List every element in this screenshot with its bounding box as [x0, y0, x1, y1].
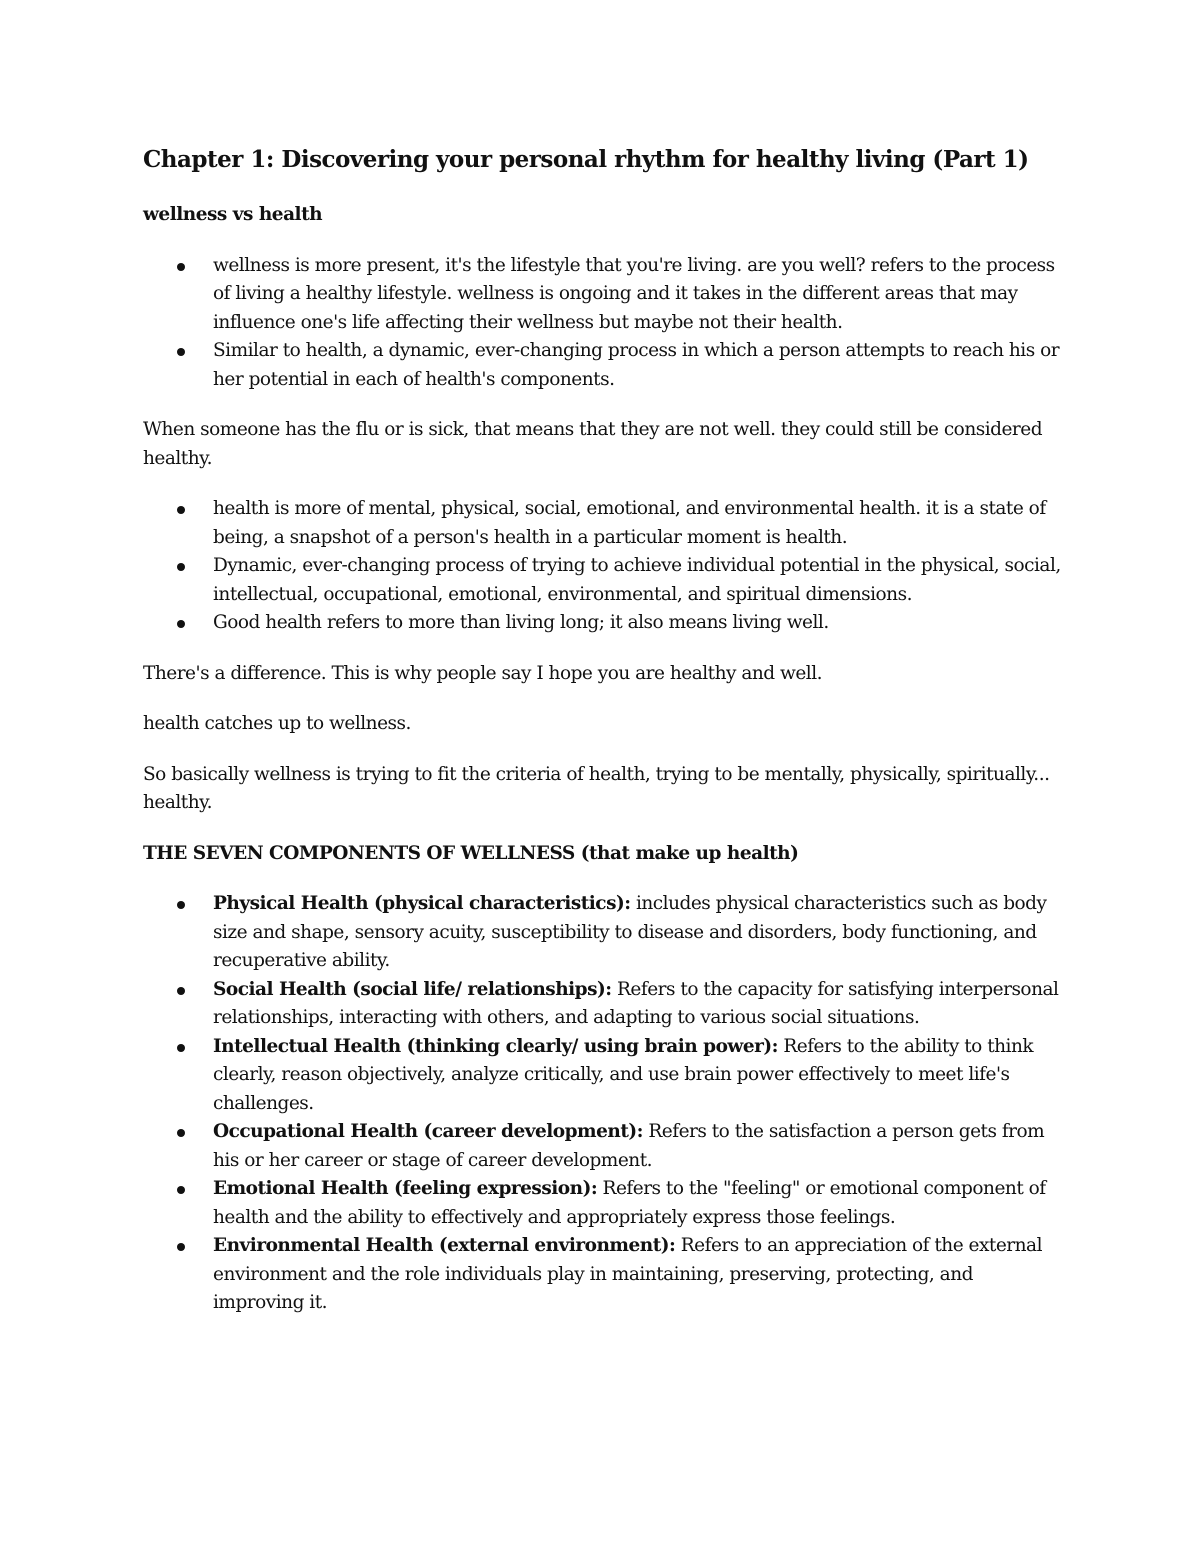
subheading-wellness-vs-health: wellness vs health	[143, 204, 323, 225]
component-term: Occupational Health (career development):	[213, 1121, 643, 1142]
list-item-text: wellness is more present, it's the lifestyle that you're living. are you well? refers to the process of living a healthy lifestyle. wellness is ongoing and it takes in the different areas that may influence one's life affecting their wellness but maybe not their health.	[213, 254, 1055, 333]
bullet-icon	[177, 506, 185, 514]
chapter-title: Chapter 1: Discovering your personal rhythm for healthy living (Part 1)	[143, 146, 1029, 173]
bullet-icon	[177, 263, 185, 271]
component-term: Emotional Health (feeling expression):	[213, 1178, 598, 1199]
component-term: Social Health (social life/ relationships):	[213, 978, 612, 1000]
list-item	[143, 252, 1063, 338]
bullet-icon	[177, 620, 185, 628]
bullet-icon	[177, 987, 185, 995]
bullet-icon	[177, 901, 185, 909]
list-item	[143, 337, 1063, 394]
list-item	[143, 552, 1063, 609]
list-item	[143, 609, 1063, 638]
component-description: includes physical characteristics such as body size and shape, sensory acuity, susceptibility to disease and disorders, body functioning, and recuperative ability.	[213, 893, 1047, 971]
list-item-text: Dynamic, ever-changing process of trying to achieve individual potential in the physical, social, intellectual, occupational, emotional, environmental, and spiritual dimensions.	[213, 555, 1061, 605]
component-description: Refers to the "feeling" or emotional component of health and the ability to effectively and appropriately express those feelings.	[213, 1178, 1046, 1228]
paragraph-flu: When someone has the flu or is sick, that means that they are not well. they could still be considered healthy.	[143, 419, 1043, 469]
bullet-icon	[177, 1129, 185, 1137]
component-description: Refers to the ability to think clearly, reason objectively, analyze critically, and use brain power effectively to meet life's challenges.	[213, 1035, 1034, 1114]
component-description: Refers to the satisfaction a person gets from his or her career or stage of career development.	[213, 1121, 1045, 1171]
bullet-icon	[177, 1186, 185, 1194]
document-body	[143, 143, 1063, 1340]
component-item-environmental	[143, 1232, 1063, 1318]
list-item	[143, 495, 1063, 552]
component-item-emotional	[143, 1175, 1063, 1232]
component-description: Refers to an appreciation of the external environment and the role individuals play in maintaining, preserving, protecting, and improving it.	[213, 1235, 1043, 1313]
component-item-social	[143, 976, 1063, 1033]
bullet-icon	[177, 563, 185, 571]
paragraph-difference: There's a difference. This is why people say I hope you are healthy and well.	[143, 662, 822, 684]
list-item-text: Similar to health, a dynamic, ever-changing process in which a person attempts to reach his or her potential in each of health's components.	[213, 340, 1060, 390]
paragraph-basically: So basically wellness is trying to fit the criteria of health, trying to be mentally, physically, spiritually... healthy.	[143, 763, 1050, 813]
component-item-intellectual	[143, 1033, 1063, 1119]
list-item-text: Good health refers to more than living long; it also means living well.	[213, 612, 829, 633]
components-heading: THE SEVEN COMPONENTS OF WELLNESS (that make up health)	[143, 842, 799, 864]
component-item-occupational	[143, 1118, 1063, 1175]
bullet-icon	[177, 1243, 185, 1251]
component-term: Intellectual Health (thinking clearly/ using brain power):	[213, 1035, 778, 1057]
component-item-physical	[143, 890, 1063, 976]
bullet-icon	[177, 1044, 185, 1052]
wellness-bullet-list	[143, 252, 1063, 395]
bullet-icon	[177, 348, 185, 356]
component-description: Refers to the capacity for satisfying interpersonal relationships, interacting with others, and adapting to various social situations.	[213, 978, 1059, 1028]
list-item-text: health is more of mental, physical, social, emotional, and environmental health. it is a state of being, a snapshot of a person's health in a particular moment is health.	[213, 498, 1046, 548]
component-term: Environmental Health (external environment):	[213, 1235, 676, 1256]
components-bullet-list	[143, 890, 1063, 1318]
paragraph-catches-up: health catches up to wellness.	[143, 713, 411, 734]
health-bullet-list	[143, 495, 1063, 638]
component-term: Physical Health (physical characteristics):	[213, 893, 631, 914]
